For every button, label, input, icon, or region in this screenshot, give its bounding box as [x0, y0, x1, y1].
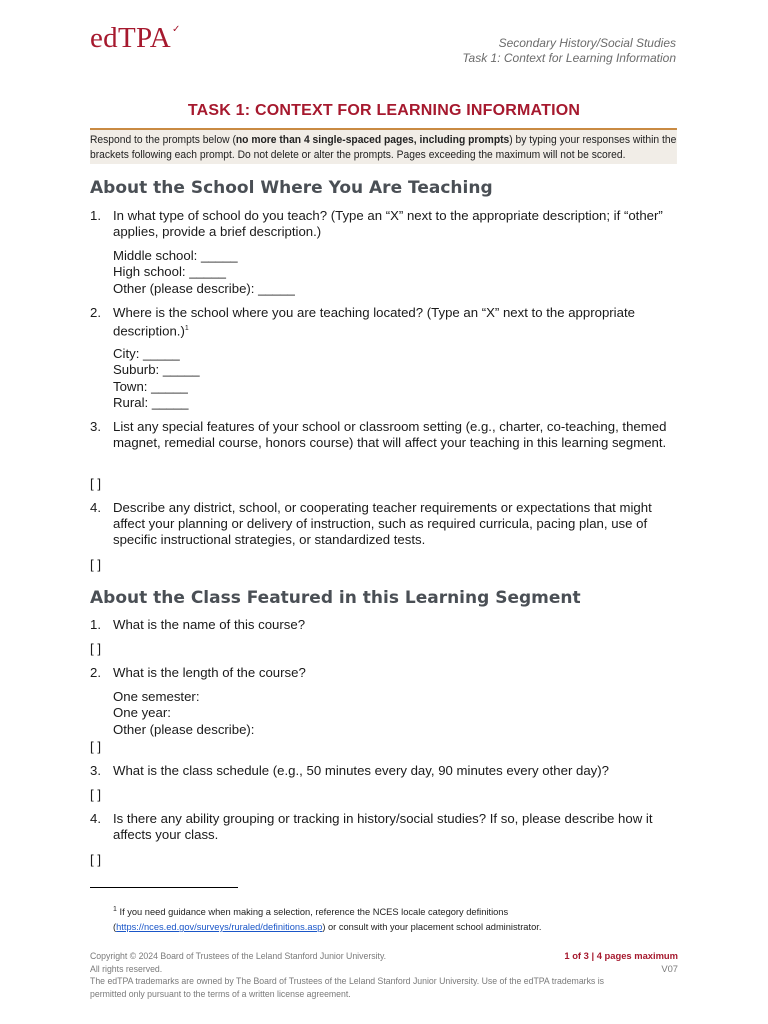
footer-page-info — [564, 950, 678, 975]
question-class-schedule: 3. What is the class schedule (e.g., 50 minutes every day, 90 minutes every other day)? — [90, 763, 609, 778]
option-high-school[interactable]: High school: _____ — [113, 264, 226, 280]
instruction-box: Respond to the prompts below (no more than 4 single-spaced pages, including prompts) by typing your responses within the brackets following each prompt. Do not delete or alter the prompts. Pages exceeding the maximum will not be scored. — [90, 128, 677, 164]
question-ability-grouping: 4. Is there any ability grouping or tracking in history/social studies? If so, please describe how it affects your class. — [90, 811, 653, 842]
header-task: Task 1: Context for Learning Information — [462, 51, 676, 65]
response-class-schedule[interactable]: [ ] — [90, 787, 101, 802]
question-special-features: 3. List any special features of your school or classroom setting (e.g., charter, co-teaching, themed magnet, remedial course, honors course) that will affect your teaching in this learning segment. — [90, 419, 667, 450]
page-count: 1 of 3 | 4 pages maximum — [564, 950, 678, 961]
question-requirements: 4. Describe any district, school, or cooperating teacher requirements or expectations that might affect your planning or delivery of instruction, such as required curricula, pacing plan, use of specific instructional strategies, or standardized tests. — [90, 500, 652, 547]
response-special-features[interactable]: [ ] — [90, 476, 101, 491]
edtpa-logo: edTPA✓ — [90, 22, 181, 54]
school-type-options — [113, 248, 295, 297]
option-one-year[interactable]: One year: — [113, 705, 171, 721]
option-one-semester[interactable]: One semester: — [113, 689, 200, 704]
response-course-name[interactable]: [ ] — [90, 641, 101, 656]
question-course-length: 2. What is the length of the course? — [90, 665, 306, 680]
course-length-options — [113, 689, 254, 738]
footer-trademark: The edTPA trademarks are owned by The Board of Trustees of the Leland Stanford Junior University. Use of the edTPA trademarks is permitted only pursuant to the terms of a written license agreement. — [90, 975, 605, 999]
nces-link[interactable]: https://nces.ed.gov/surveys/ruraled/definitions.asp — [116, 922, 323, 933]
footnote: $^1$ If you need guidance when making a selection, reference the NCES locale category definitions (https://nces.ed.gov/surveys/ruraled/definitions.asp) or consult with your placement school administrator. — [113, 906, 542, 933]
option-town[interactable]: Town: _____ — [113, 378, 188, 394]
footnote-ref[interactable]: 1 — [184, 325, 189, 332]
logo-checkmark-icon: ✓ — [172, 24, 181, 35]
page-header — [462, 36, 676, 66]
location-options — [113, 346, 200, 411]
footer-legal — [90, 950, 611, 1000]
footnote-divider — [90, 887, 238, 888]
response-ability-grouping[interactable]: [ ] — [90, 852, 101, 867]
response-course-length[interactable]: [ ] — [90, 739, 101, 754]
option-other[interactable]: Other (please describe): _____ — [113, 280, 295, 296]
footer-copyright: Copyright © 2024 Board of Trustees of the Leland Stanford Junior University. — [90, 950, 387, 961]
option-middle-school[interactable]: Middle school: _____ — [113, 248, 238, 263]
response-requirements[interactable]: [ ] — [90, 557, 101, 572]
version-label: V07 — [661, 962, 678, 974]
option-other-length[interactable]: Other (please describe): — [113, 721, 255, 737]
section-title-class: About the Class Featured in this Learning Segment — [90, 588, 581, 608]
option-city[interactable]: City: _____ — [113, 346, 180, 361]
section-title-school: About the School Where You Are Teaching — [90, 178, 493, 198]
question-school-type: 1. In what type of school do you teach? (Type an “X” next to the appropriate description; if “other” applies, provide a brief description.) — [90, 208, 663, 239]
page-title: TASK 1: CONTEXT FOR LEARNING INFORMATION — [187, 102, 581, 119]
option-rural[interactable]: Rural: _____ — [113, 394, 189, 410]
header-subject: Secondary History/Social Studies — [498, 36, 676, 50]
question-course-name: 1. What is the name of this course? — [90, 617, 306, 632]
option-suburb[interactable]: Suburb: _____ — [113, 362, 200, 378]
footer-rights: All rights reserved. — [90, 962, 163, 974]
question-school-location: 2. Where is the school where you are teaching located? (Type an “X” next to the appropriate description.)$^1$ — [90, 305, 635, 339]
